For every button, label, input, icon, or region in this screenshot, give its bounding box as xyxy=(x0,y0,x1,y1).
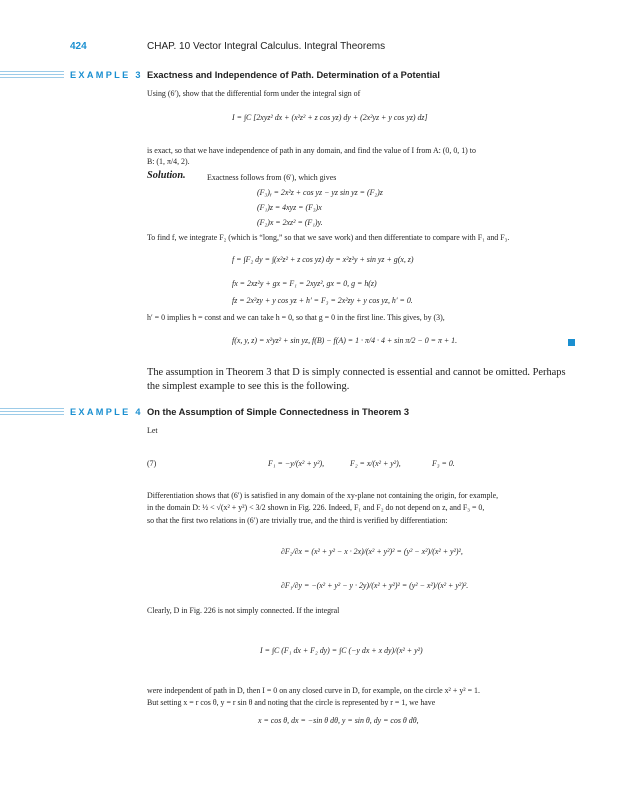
solution-text: Exactness follows from (6′), which gives xyxy=(207,173,337,182)
diff-text-1: Differentiation shows that (6′) is satisfied in any domain of the xy-plane not containing the origin, for example, xyxy=(147,491,499,500)
example-4-label: EXAMPLE 4 xyxy=(70,407,143,417)
I-equation: I = ∫C (F₁ dx + F₂ dy) = ∫C (−y dx + x dy)/(x² + y²) xyxy=(260,646,423,655)
example-rule-line xyxy=(0,77,64,78)
example-rule-line xyxy=(0,411,64,412)
example-rule-line xyxy=(0,71,64,72)
find-f-text: To find f, we integrate F₂ (which is “long,” so that we save work) and then differentiate to compare with F₁ and F₃. xyxy=(147,233,510,242)
end-of-example-square xyxy=(568,339,575,346)
clearly-text: Clearly, D in Fig. 226 is not simply connected. If the integral xyxy=(147,606,340,615)
example-rule-line xyxy=(0,414,64,415)
dF1-dy-equation: ∂F₁/∂y = −(x² + y² − y · 2y)/(x² + y²)² = (y² − x²)/(x² + y²)². xyxy=(281,581,469,590)
exactness-eq-2: (F₁)z = 4xyz = (F₃)x xyxy=(257,203,322,212)
parametrization-equation: x = cos θ, dx = −sin θ dθ, y = sin θ, dy = cos θ dθ, xyxy=(258,716,419,725)
h-line-text: h′ = 0 implies h = const and we can take h = 0, so that g = 0 in the first line. This gives, by (3), xyxy=(147,313,445,322)
example-rule-line xyxy=(0,74,64,75)
final-equation: f(x, y, z) = x²yz² + sin yz, f(B) − f(A) = 1 · π/4 · 4 + sin π/2 − 0 = π + 1. xyxy=(232,336,458,345)
example-rule-line xyxy=(0,408,64,409)
exactness-eq-1: (F₃)ᵧ = 2x²z + cos yz − yz sin yz = (F₂)z xyxy=(257,188,383,197)
F2-definition: F₂ = x/(x² + y²), xyxy=(350,459,401,468)
equation-number-7: (7) xyxy=(147,459,157,468)
f-equation: f = ∫F₂ dy = ∫(x²z² + z cos yz) dy = x²z²y + sin yz + g(x, z) xyxy=(232,255,414,264)
fx-equation: fx = 2xz²y + gx = F₁ = 2xyz², gx = 0, g = h(z) xyxy=(232,279,377,288)
independence-text-2: But setting x = r cos θ, y = r sin θ and noting that the circle is represented by r = 1, we have xyxy=(147,698,436,707)
example-3-title: Exactness and Independence of Path. Determination of a Potential xyxy=(147,70,440,80)
F3-definition: F₃ = 0. xyxy=(432,459,455,468)
example-3-line2: is exact, so that we have independence of path in any domain, and find the value of I from A: (0, 0, 1) to xyxy=(147,146,476,155)
diff-text-3: so that the first two relations in (6′) are trivially true, and the third is verified by differentiation: xyxy=(147,516,448,525)
F1-definition: F₁ = −y/(x² + y²), xyxy=(268,459,325,468)
dF2-dx-equation: ∂F₂/∂x = (x² + y² − x · 2x)/(x² + y²)² = (y² − x²)/(x² + y²)², xyxy=(281,547,463,556)
fz-equation: fz = 2x²zy + y cos yz + h′ = F₃ = 2x²zy + y cos yz, h′ = 0. xyxy=(232,296,413,305)
example-3-label: EXAMPLE 3 xyxy=(70,70,143,80)
solution-label: Solution. xyxy=(147,170,186,181)
chapter-title: CHAP. 10 Vector Integral Calculus. Integral Theorems xyxy=(147,41,386,52)
example-3-intro: Using (6′), show that the differential form under the integral sign of xyxy=(147,89,361,98)
diff-text-2: in the domain D: ½ < √(x² + y²) < 3/2 shown in Fig. 226. Indeed, F₁ and F₂ do not depend on z, and F₃ = 0, xyxy=(147,503,485,512)
body-paragraph: The assumption in Theorem 3 that D is simply connected is essential and cannot be omitted. Perhaps the simplest example to see this is the following. xyxy=(147,367,566,392)
let-text: Let xyxy=(147,426,158,435)
example-4-title: On the Assumption of Simple Connectedness in Theorem 3 xyxy=(147,407,410,417)
example-3-line3: B: (1, π/4, 2). xyxy=(147,157,190,166)
integral-I: I = ∫C [2xyz² dx + (x²z² + z cos yz) dy + (2x²yz + y cos yz) dz] xyxy=(232,113,428,122)
independence-text-1: were independent of path in D, then I = 0 on any closed curve in D, for example, on the circle x² + y² = 1. xyxy=(147,686,480,695)
page-number: 424 xyxy=(70,41,87,52)
exactness-eq-3: (F₂)x = 2xz² = (F₁)y. xyxy=(257,218,323,227)
